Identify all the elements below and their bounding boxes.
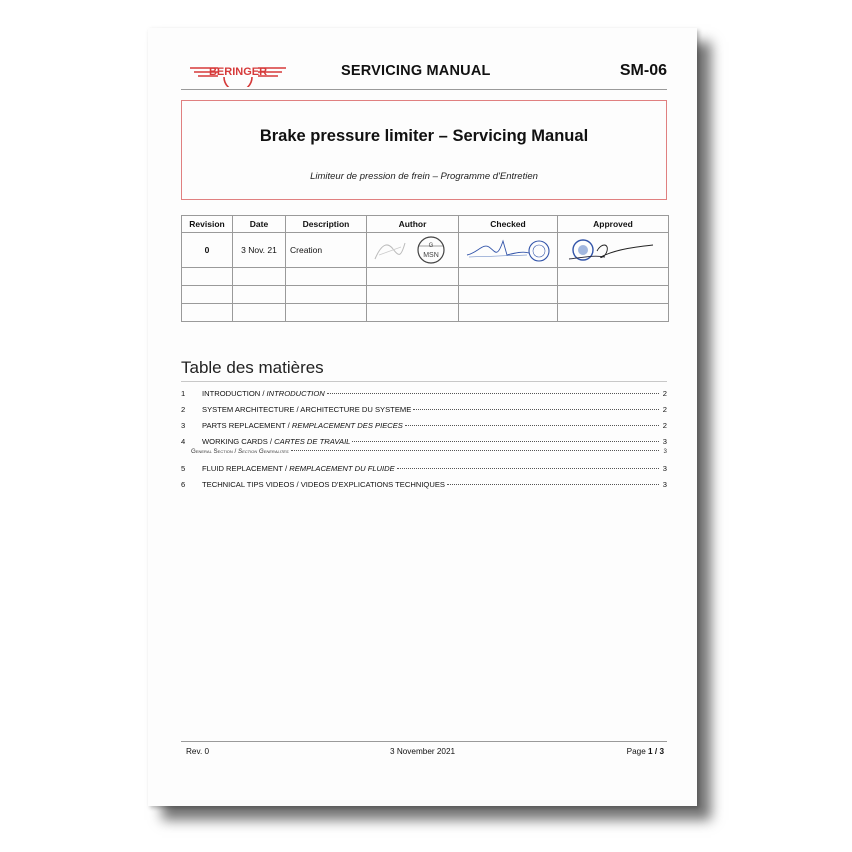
- page-header: [148, 28, 697, 98]
- toc-leader: [413, 409, 659, 410]
- toc-leader: [327, 393, 659, 394]
- col-header-author: Author: [367, 216, 459, 233]
- author-stamp-text: MSN: [423, 252, 439, 259]
- document-code: SM-06: [619, 62, 667, 79]
- toc-entry[interactable]: 6 TECHNICAL TIPS VIDEOS / VIDEOS D'EXPLICATIONS TECHNIQUES 3: [181, 480, 667, 489]
- toc-leader: [291, 450, 659, 451]
- svg-text:G: G: [428, 243, 434, 249]
- col-header-approved: Approved: [558, 216, 669, 233]
- title-box: [181, 100, 667, 200]
- approved-cell: [558, 233, 669, 268]
- approved-signature-stamp: [565, 235, 661, 265]
- document-page: [148, 28, 697, 806]
- toc-entry[interactable]: 3 PARTS REPLACEMENT / REMPLACEMENT DES PIECES 2: [181, 421, 667, 430]
- col-header-date: Date: [233, 216, 286, 233]
- table-row: [182, 304, 669, 322]
- col-header-checked: Checked: [459, 216, 558, 233]
- toc-subentry[interactable]: General Section / Section Generalites 3: [191, 448, 667, 455]
- table-row: [182, 233, 669, 268]
- document-title: Brake pressure limiter – Servicing Manual: [259, 127, 589, 145]
- table-of-contents: [181, 389, 667, 496]
- logo-text: BERINGER: [208, 66, 268, 78]
- revision-cell: 0: [182, 233, 233, 268]
- document-subtitle: Limiteur de pression de frein – Programme d'Entretien: [310, 171, 538, 182]
- toc-entry[interactable]: 4 WORKING CARDS / CARTES DE TRAVAIL 3: [181, 437, 667, 446]
- checked-cell: [459, 233, 558, 268]
- date-cell: 3 Nov. 21: [233, 233, 286, 268]
- col-header-description: Description: [286, 216, 367, 233]
- toc-leader: [397, 468, 659, 469]
- toc-entry[interactable]: 2 SYSTEM ARCHITECTURE / ARCHITECTURE DU SYSTEME 2: [181, 405, 667, 414]
- revision-table: [181, 215, 669, 322]
- author-signature-stamp: [371, 235, 455, 265]
- col-header-revision: Revision: [182, 216, 233, 233]
- header-title: SERVICING MANUAL: [341, 63, 491, 79]
- toc-divider: [181, 381, 667, 382]
- toc-title: Table des matières: [181, 358, 324, 377]
- toc-entry[interactable]: 1 INTRODUCTION / INTRODUCTION 2: [181, 389, 667, 398]
- description-cell: Creation: [286, 233, 367, 268]
- header-divider: [181, 89, 667, 90]
- toc-leader: [352, 441, 659, 442]
- table-row: [182, 268, 669, 286]
- footer-divider: [181, 741, 667, 742]
- footer-date: 3 November 2021: [390, 747, 456, 756]
- table-row: [182, 286, 669, 304]
- beringer-logo: [188, 59, 288, 87]
- revision-table-header: [182, 216, 669, 233]
- author-cell: [367, 233, 459, 268]
- toc-leader: [405, 425, 659, 426]
- toc-entry[interactable]: 5 FLUID REPLACEMENT / REMPLACEMENT DU FLUIDE 3: [181, 464, 667, 473]
- checked-signature-stamp: [463, 235, 553, 265]
- toc-leader: [447, 484, 659, 485]
- page-number: Page 1 / 3: [626, 747, 664, 756]
- footer-revision: Rev. 0: [186, 747, 210, 756]
